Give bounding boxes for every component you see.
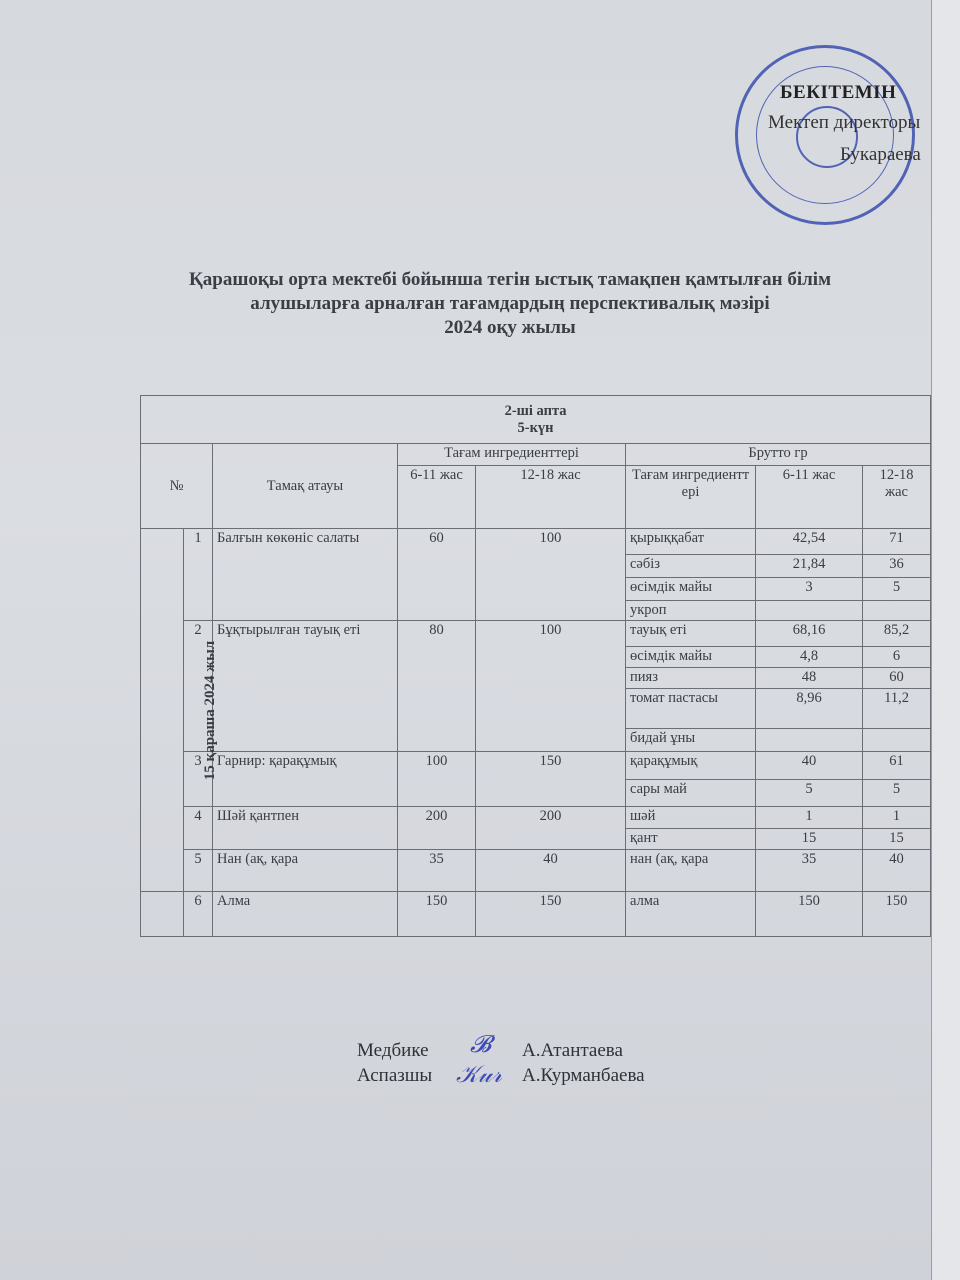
dish-number: 2	[184, 621, 213, 752]
menu-table	[140, 395, 931, 937]
brutto-12-18: 36	[863, 555, 931, 578]
dish-name: Алма	[213, 892, 398, 937]
document-title	[100, 268, 920, 340]
ingredient-name: сары май	[626, 780, 756, 807]
brutto-6-11: 35	[756, 850, 863, 892]
title-line-1: Қарашоқы орта мектебі бойынша тегін ыстық тамақпен қамтылған білім	[188, 269, 832, 290]
dish-name: Шәй қантпен	[213, 807, 398, 850]
ingredient-name: сәбіз	[626, 555, 756, 578]
portion-12-18: 100	[476, 621, 626, 752]
brutto-12-18: 85,2	[863, 621, 931, 647]
portion-6-11: 150	[398, 892, 476, 937]
table-row	[141, 752, 931, 780]
nurse-signature: 𝓑	[470, 1030, 492, 1058]
week-day-header	[141, 396, 931, 444]
portion-6-11: 100	[398, 752, 476, 807]
brutto-12-18	[863, 729, 931, 752]
date-label: 15 қараша 2024 жыл	[202, 640, 219, 780]
brutto-12-18: 15	[863, 829, 931, 850]
brutto-6-11: 4,8	[756, 647, 863, 668]
approval-heading: БЕКІТЕМІН	[780, 82, 897, 103]
table-row	[141, 621, 931, 647]
dish-name: Балғын көкөніс салаты	[213, 529, 398, 621]
brutto-12-18: 150	[863, 892, 931, 937]
portion-12-18: 150	[476, 892, 626, 937]
day-label: 5-күн	[517, 419, 554, 436]
brutto-12-18	[863, 601, 931, 621]
ingredient-name: бидай ұны	[626, 729, 756, 752]
header-num: №	[141, 444, 213, 529]
table-row	[141, 807, 931, 829]
header-brutto-6-11: 6-11 жас	[756, 466, 863, 529]
ingredient-name: пияз	[626, 668, 756, 689]
header-brutto-group: Брутто гр	[626, 444, 931, 466]
brutto-6-11: 5	[756, 780, 863, 807]
ingredient-name: алма	[626, 892, 756, 937]
approval-position: Мектеп директоры	[768, 112, 921, 133]
title-line-3: 2024 оқу жылы	[444, 317, 576, 338]
dish-name: Нан (ақ, қара	[213, 850, 398, 892]
brutto-6-11	[756, 601, 863, 621]
week-label: 2-ші апта	[504, 402, 567, 419]
dish-name: Бұқтырылған тауық еті	[213, 621, 398, 752]
table-row	[141, 850, 931, 892]
header-ingredients-group: Тағам ингредиенттері	[398, 444, 626, 466]
ingredient-name: укроп	[626, 601, 756, 621]
brutto-12-18: 6	[863, 647, 931, 668]
dish-number: 5	[184, 850, 213, 892]
cook-name: А.Курманбаева	[522, 1065, 645, 1086]
brutto-12-18: 11,2	[863, 689, 931, 729]
brutto-6-11: 150	[756, 892, 863, 937]
ingredient-name: тауық еті	[626, 621, 756, 647]
portion-12-18: 100	[476, 529, 626, 621]
brutto-12-18: 5	[863, 578, 931, 601]
brutto-12-18: 71	[863, 529, 931, 555]
date-cell-empty	[141, 892, 184, 937]
brutto-6-11: 3	[756, 578, 863, 601]
header-brutto-12-18: 12-18 жас	[863, 466, 931, 529]
official-seal	[735, 45, 915, 225]
table-row	[141, 529, 931, 555]
brutto-12-18: 61	[863, 752, 931, 780]
portion-6-11: 200	[398, 807, 476, 850]
ingredient-name: қарақұмық	[626, 752, 756, 780]
table-row	[141, 892, 931, 937]
dish-number: 3	[184, 752, 213, 807]
brutto-12-18: 5	[863, 780, 931, 807]
portion-6-11: 35	[398, 850, 476, 892]
ingredient-name: қырыққабат	[626, 529, 756, 555]
ingredient-name: нан (ақ, қара	[626, 850, 756, 892]
brutto-6-11: 15	[756, 829, 863, 850]
brutto-12-18: 1	[863, 807, 931, 829]
brutto-6-11: 40	[756, 752, 863, 780]
cook-signature: 𝒦𝓊𝓇	[456, 1060, 502, 1088]
portion-12-18: 40	[476, 850, 626, 892]
dish-number: 6	[184, 892, 213, 937]
ingredient-name: өсімдік майы	[626, 647, 756, 668]
dish-number: 4	[184, 807, 213, 850]
brutto-12-18: 40	[863, 850, 931, 892]
date-cell	[141, 529, 219, 892]
approval-name: Букараева	[840, 144, 921, 165]
ingredient-name: томат пастасы	[626, 689, 756, 729]
cook-role: Аспазшы	[357, 1065, 433, 1086]
ingredient-name: өсімдік майы	[626, 578, 756, 601]
page-edge	[931, 0, 960, 1280]
brutto-6-11	[756, 729, 863, 752]
portion-6-11: 80	[398, 621, 476, 752]
portion-6-11: 60	[398, 529, 476, 621]
brutto-6-11: 1	[756, 807, 863, 829]
ingredient-name: қант	[626, 829, 756, 850]
header-age-6-11: 6-11 жас	[398, 466, 476, 529]
header-age-12-18: 12-18 жас	[476, 466, 626, 529]
brutto-6-11: 21,84	[756, 555, 863, 578]
header-dish: Тамақ атауы	[213, 444, 398, 529]
brutto-12-18: 60	[863, 668, 931, 689]
brutto-6-11: 42,54	[756, 529, 863, 555]
nurse-name: А.Атантаева	[522, 1040, 623, 1061]
portion-12-18: 150	[476, 752, 626, 807]
portion-12-18: 200	[476, 807, 626, 850]
brutto-6-11: 68,16	[756, 621, 863, 647]
title-line-2: алушыларға арналған тағамдардың перспективалық мәзірі	[250, 293, 770, 314]
dish-number: 1	[184, 529, 213, 621]
nurse-role: Медбике	[357, 1040, 429, 1061]
brutto-6-11: 8,96	[756, 689, 863, 729]
header-ingredient: Тағам ингредиентт ері	[626, 466, 756, 529]
brutto-6-11: 48	[756, 668, 863, 689]
ingredient-name: шәй	[626, 807, 756, 829]
dish-name: Гарнир: қарақұмық	[213, 752, 398, 807]
